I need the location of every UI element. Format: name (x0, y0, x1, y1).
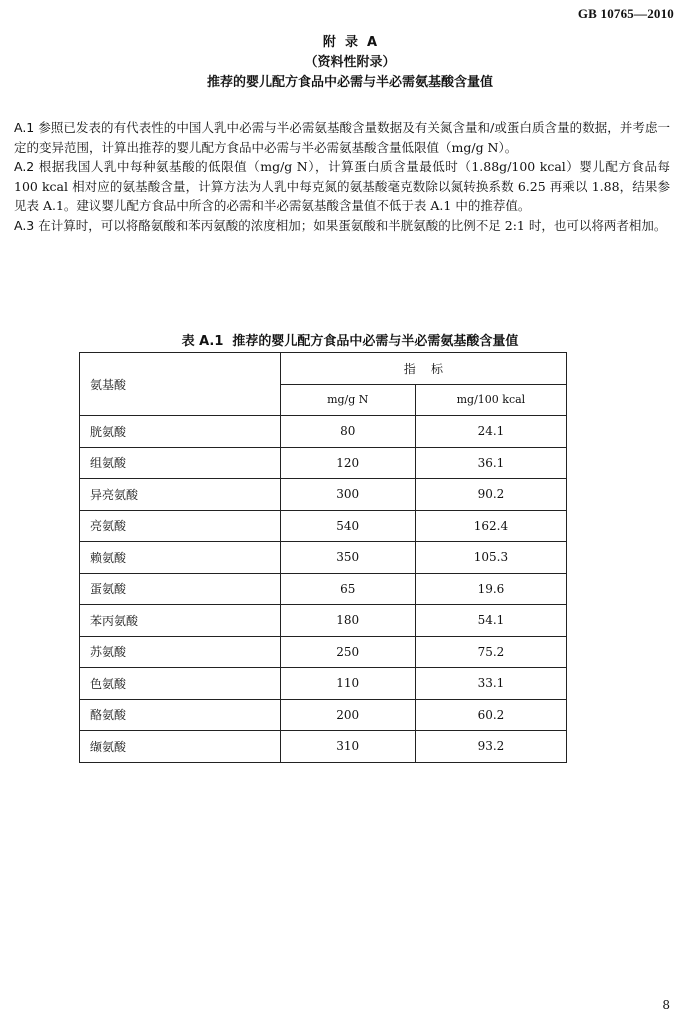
table-row (80, 636, 567, 668)
amino-acid-name: 苏氨酸 (80, 636, 281, 668)
value-mg-per-g-n: 300 (280, 479, 415, 511)
appendix-title: 附 录 A (322, 35, 378, 50)
value-mg-per-g-n: 120 (280, 447, 415, 479)
value-mg-per-g-n: 180 (280, 605, 415, 637)
value-mg-per-g-n: 250 (280, 636, 415, 668)
table-row (80, 447, 567, 479)
table-row (80, 699, 567, 731)
value-mg-per-g-n: 540 (280, 510, 415, 542)
amino-acid-name: 组氨酸 (80, 447, 281, 479)
table-row (80, 668, 567, 700)
paragraph-a1 (14, 118, 670, 157)
table-row (80, 479, 567, 511)
paragraph-text: 根据我国人乳中每种氨基酸的低限值（mg/g N），计算蛋白质含量最低时（1.88g/100 kcal）婴儿配方食品每 100 kcal 相对应的氨基酸含量，计算方法为人乳中每克氮的氨基酸毫克数除以氮转换系数 6.25 再乘以 1.88，结果参见表 A.1。建议婴儿配方食品中所含的必需和半必需氨基酸含量值不低于表 A.1 中的推荐值。 (14, 159, 670, 213)
paragraph-a2 (14, 157, 670, 216)
unit-mg-per-g-n: mg/g N (280, 384, 415, 416)
value-mg-per-g-n: 310 (280, 731, 415, 763)
value-mg-per-100-kcal: 93.2 (415, 731, 566, 763)
amino-acid-name: 异亮氨酸 (80, 479, 281, 511)
value-mg-per-100-kcal: 90.2 (415, 479, 566, 511)
value-mg-per-100-kcal: 60.2 (415, 699, 566, 731)
appendix-headings (0, 33, 700, 93)
page-number: 8 (662, 998, 670, 1012)
value-mg-per-100-kcal: 105.3 (415, 542, 566, 574)
indicator-group-header: 指 标 (280, 353, 566, 385)
value-mg-per-g-n: 80 (280, 416, 415, 448)
amino-acid-column-header: 氨基酸 (80, 353, 281, 416)
value-mg-per-g-n: 350 (280, 542, 415, 574)
value-mg-per-100-kcal: 162.4 (415, 510, 566, 542)
amino-acid-table (79, 352, 567, 763)
unit-mg-per-100-kcal: mg/100 kcal (415, 384, 566, 416)
paragraph-number: A.3 (14, 217, 35, 233)
paragraph-number: A.1 (14, 120, 35, 135)
value-mg-per-g-n: 110 (280, 668, 415, 700)
table-row (80, 731, 567, 763)
table-row (80, 542, 567, 574)
value-mg-per-g-n: 200 (280, 699, 415, 731)
paragraph-text: 在计算时，可以将酪氨酸和苯丙氨酸的浓度相加；如果蛋氨酸和半胱氨酸的比例不足 2:1 时，也可以将两者相加。 (38, 217, 667, 233)
amino-acid-name: 赖氨酸 (80, 542, 281, 574)
amino-acid-name: 酪氨酸 (80, 699, 281, 731)
paragraph-number: A.2 (14, 159, 35, 174)
paragraph-text: 参照已发表的有代表性的中国人乳中必需与半必需氨基酸含量数据及有关氮含量和/或蛋白质含量的数据，并考虑一定的变异范围，计算出推荐的婴儿配方食品中必需与半必需氨基酸含量低限值（mg/g N）。 (14, 120, 670, 155)
amino-acid-name: 苯丙氨酸 (80, 605, 281, 637)
appendix-body (14, 118, 670, 235)
appendix-subtitle: （资料性附录） (304, 55, 396, 70)
amino-acid-name: 亮氨酸 (80, 510, 281, 542)
value-mg-per-100-kcal: 54.1 (415, 605, 566, 637)
value-mg-per-100-kcal: 24.1 (415, 416, 566, 448)
appendix-heading: 推荐的婴儿配方食品中必需与半必需氨基酸含量值 (206, 75, 493, 90)
value-mg-per-100-kcal: 75.2 (415, 636, 566, 668)
standard-code: GB 10765—2010 (577, 6, 674, 21)
table-row (80, 605, 567, 637)
value-mg-per-100-kcal: 19.6 (415, 573, 566, 605)
value-mg-per-100-kcal: 36.1 (415, 447, 566, 479)
amino-acid-name: 蛋氨酸 (80, 573, 281, 605)
table-header-row (80, 353, 567, 385)
value-mg-per-100-kcal: 33.1 (415, 668, 566, 700)
amino-acid-name: 胱氨酸 (80, 416, 281, 448)
table-row (80, 573, 567, 605)
amino-acid-name: 色氨酸 (80, 668, 281, 700)
value-mg-per-g-n: 65 (280, 573, 415, 605)
paragraph-a3 (14, 216, 670, 236)
table-row (80, 416, 567, 448)
amino-acid-name: 缬氨酸 (80, 731, 281, 763)
table-row (80, 510, 567, 542)
table-caption: 表 A.1 推荐的婴儿配方食品中必需与半必需氨基酸含量值 (181, 334, 519, 349)
